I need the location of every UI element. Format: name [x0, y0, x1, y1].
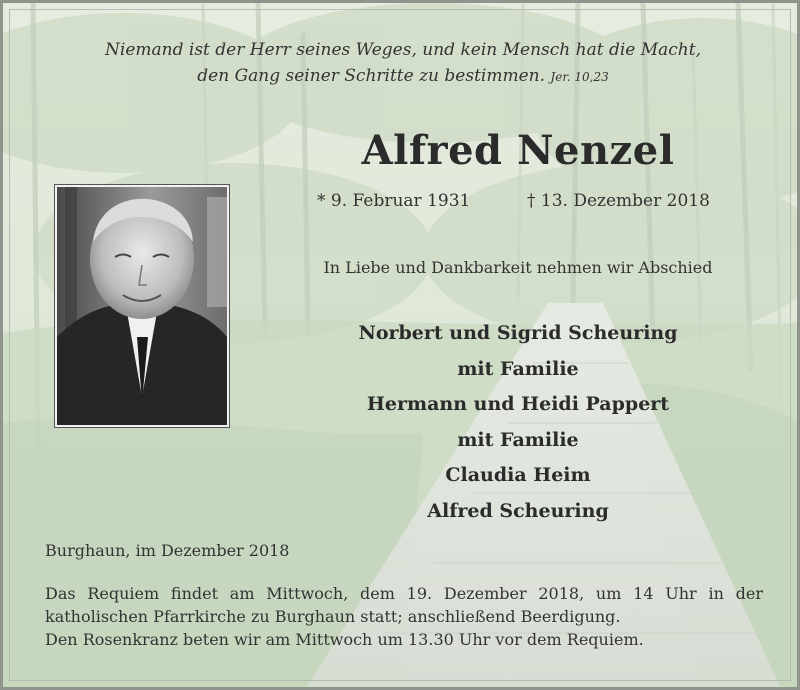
deceased-name: Alfred Nenzel: [361, 127, 675, 174]
mourner-line: Alfred Scheuring: [427, 499, 609, 522]
verse-line-2-text: den Gang seiner Schritte zu bestimmen.: [197, 66, 545, 86]
mourners-list: [333, 316, 703, 529]
service-line-3: Den Rosenkranz beten wir am Mittwoch um 13.30 Uhr vor dem Requiem.: [45, 630, 644, 649]
mourner-line: mit Familie: [457, 357, 579, 380]
service-line-2: katholischen Pfarrkirche zu Burghaun statt; anschließend Beerdigung.: [45, 607, 621, 626]
portrait-image: [57, 187, 227, 425]
mourner-line: mit Familie: [457, 428, 579, 451]
portrait-photo: [55, 185, 229, 427]
verse-line-1: Niemand ist der Herr seines Weges, und kein Mensch hat die Macht,: [105, 40, 701, 60]
birth-date: * 9. Februar 1931: [317, 191, 471, 211]
service-details: [45, 582, 763, 651]
death-date: † 13. Dezember 2018: [527, 191, 710, 211]
service-line-1: Das Requiem findet am Mittwoch, dem 19. Dezember 2018, um 14 Uhr in der: [45, 584, 763, 603]
mourner-line: Claudia Heim: [445, 464, 591, 486]
verse-reference: Jer. 10,23: [550, 70, 609, 84]
verse-line-2: [3, 63, 800, 90]
farewell-line: In Liebe und Dankbarkeit nehmen wir Abschied: [323, 258, 713, 277]
mourner-line: Hermann und Heidi Pappert: [366, 393, 670, 415]
mourner-line: Norbert und Sigrid Scheuring: [358, 322, 678, 344]
place-and-date: Burghaun, im Dezember 2018: [45, 541, 290, 560]
bible-verse: [3, 37, 800, 90]
